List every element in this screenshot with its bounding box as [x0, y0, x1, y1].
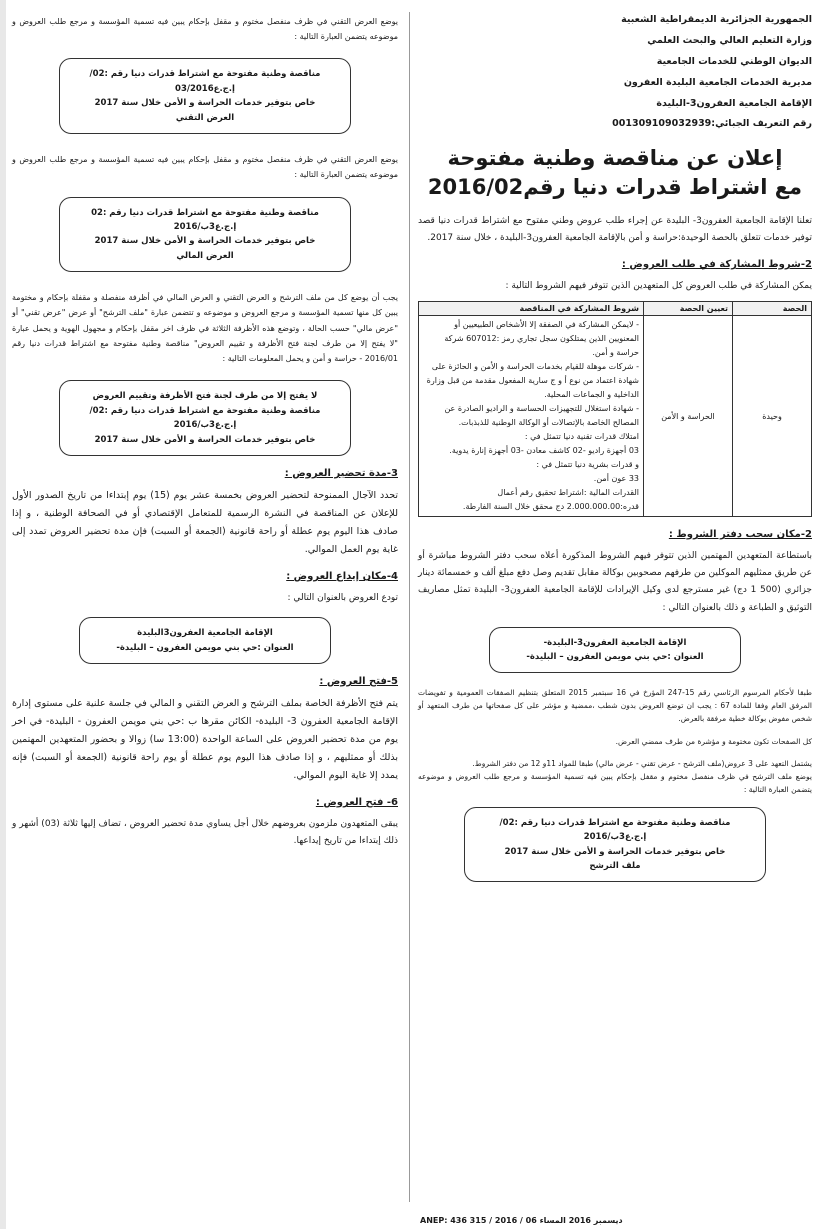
condition-5: 03 أجهزة راديو -02 كاشف معادن -03 أجهزة إنارة يدوية. [449, 446, 639, 456]
deposit-box-line-2: العنوان :حي بني مويمن العفرون – البليدة- [116, 642, 294, 653]
footer-reference: ANEP: 436 315 / 2016 / 06 ديسمبر 2016 المساء [420, 1216, 623, 1225]
section-3-title: 3-مدة تحضير العروض : [284, 467, 398, 479]
condition-8: القدرات المالية :اشتراط تحقيق رقم أعمال قدره:2.000.000.00 دج محقق خلال السنة الفارطة. [462, 488, 639, 512]
section-3-text: تحدد الآجال الممنوحة لتحضير العروض بخمسة عشر يوم (15) يوم إبتداءا من تاريخ الصدور الأول للإعلان عن المناقصة في النشرة الرسمية للمتعامل الإقتصادي أو في الصحافة الوطنية ، و إذا صادف هذا اليوم يوم عطلة أو راحة قانونية (الجمعة أو السبت) فإن مدة تحضير العروض تمدد إلى غاية يوم العمل الموالي. [12, 489, 398, 556]
technical-box-line-1: مناقصة وطنية مفتوحة مع اشتراط قدرات دنيا رقم :02/إ.ج.ع03/2016 [89, 69, 321, 94]
table-header-conditions: شروط المشاركة في المناقصة [419, 302, 644, 316]
evaluation-box [59, 380, 351, 456]
condition-3: - شهادة استغلال للتجهيزات الحساسة و الراديو الصادرة عن المصالح الخاصة بالإتصالات أو الوكالة الوطنية للذبذبات. [444, 404, 639, 428]
title-line-1: إعلان عن مناقصة وطنية مفتوحة [447, 146, 783, 171]
condition-6: و قدرات بشرية دنيا تتمثل في : [536, 460, 639, 470]
conditions-table [418, 301, 812, 517]
section-2b-text: باستطاعة المتعهدين المهتمين الذين تتوفر فيهم الشروط المذكورة أعلاه سحب دفتر الشروط مباشرة أو عن طريق ممثليهم الموكلين من طرفهم مصحوبين بوكالة مقابل تقديم وصل دفع مبلغ ألف و خمسمائة دينار جزائري (500 1 دج) غير مسترجع لدى وكيل الإيرادات للإقامة الجامعية العفرون3- البليدة تمثل مصاريف التوثيق و الطباعة و ذلك بالعنوان التالي : [418, 551, 812, 613]
evaluation-box-line-3: خاص بتوفير خدمات الحراسة و الأمن خلال سنة 2017 [94, 434, 316, 445]
evaluation-box-line-1: لا يفتح إلا من طرف لجنة فتح الأظرفة وتقييم العروض [92, 391, 318, 402]
condition-4: امتلاك قدرات تقنية دنيا تتمثل في : [524, 432, 639, 442]
legal-paragraph-2: كل الصفحات تكون مختومة و مؤشرة من طرف ممضي العرض. [615, 736, 812, 746]
left-column [12, 14, 398, 851]
condition-2: - شركات موهلة للقيام بخدمات الحراسة و الأمن و الحائزة على شهادة اعتماد من نوع أ و ج سارية المفعول مقدمة من قبل وزارة الداخلية و الجماعات المحلية. [426, 362, 639, 400]
table-cell-name: الحراسة و الأمن [644, 316, 733, 517]
page-left-edge [0, 0, 6, 1229]
envelopes-paragraph: يجب أن يوضع كل من ملف الترشح و العرض التقني و العرض المالي في أظرفة منفصلة و مقفلة بإحكام و مختومة يبين كل منها تسمية المؤسسة و مرجع العروض و موضوعه و تتضمن عبارة "ملف الترشح" أو عرض "عرض تقني" أو "عرض مالي" حسب الحالة ، وتوضع هذه الأظرفة الثلاثة في ظرف اخر مقفل بإحكام و مجهول الهوية و يحمل عبارة "لا يفتح إلا من طرف لجنة فتح الأظرفة و تقييم العروض" مناقصة وطنية مفتوحة مع اشتراط قدرات دنيا رقم 2016/01 - حراسة و أمن و يحمل المعلومات التالية : [12, 293, 398, 363]
candidacy-file-box [464, 807, 766, 883]
section-5-text: يتم فتح الأظرفة الخاصة بملف الترشح و العرض التقني و المالي في جلسة علنية على مستوى إدارة الإقامة الجامعية العفرون 3- البليدة- الكائن مقرها ب :حي بني مويمن العفرون - البليدة- في اخر يوم من مدة تحضير العروض على الساعة الواحدة (13:00 سا) زوالا و بحضور المتعهدين المهتمين بذلك أو ممثليهم ، و إذا صادف هذا اليوم يوم عطلة أو يوم راحة قانونية (الجمعة أو السبت) فإنه يمدد إلا غاية اليوم الموالي. [12, 698, 398, 782]
header-line-1: الجمهورية الجزائرية الديمقراطية الشعبية [621, 14, 812, 25]
evaluation-box-line-2: مناقصة وطنية مفتوحة مع اشتراط قدرات دنيا رقم :02/إ.ج.ع3ب/2016 [89, 405, 321, 431]
address-box-1 [489, 627, 741, 674]
section-6-text: يبقى المتعهدون ملزمون بعروضهم خلال أجل يساوي مدة تحضير العروض ، تضاف إليها ثلاثة (03) أشهر و ذلك إبتداءا من تاريخ إيداعها. [12, 819, 398, 847]
header-line-3: الديوان الوطني للخدمات الجامعية [656, 55, 812, 67]
financial-offer-paragraph: يوضع العرض التقني في ظرف منفصل مختوم و مقفل بإحكام يبين فيه تسمية المؤسسة و مرجع طلب العروض و موضوعه يتضمن العبارة التالية : [12, 155, 398, 180]
technical-offer-paragraph: يوضع العرض التقني في ظرف منفصل مختوم و مقفل بإحكام يبين فيه تسمية المؤسسة و مرجع طلب العروض و موضوعه يتضمن العبارة التالية : [12, 17, 398, 42]
legal-notes [418, 687, 812, 796]
tax-id: رقم التعريف الجبائي:001309109032939 [612, 118, 812, 130]
condition-7: 33 عون أمن. [593, 474, 639, 484]
announcement-title [418, 144, 812, 201]
candidacy-box-line-3: ملف الترشح [589, 861, 641, 872]
section-4-text: تودع العروض بالعنوان التالي : [287, 593, 398, 604]
section-5-title: 5-فتح العروض : [319, 676, 398, 688]
table-header-name: تعيين الحصة [644, 302, 733, 316]
deposit-box-line-1: الإقامة الجامعية العفرون3البليدة [137, 628, 273, 639]
section-2-title: 2-شروط المشاركة في طلب العروض : [621, 259, 812, 271]
table-header-lot: الحصة [733, 302, 812, 316]
technical-box-line-3: العرض التقني [175, 112, 235, 123]
address-box-1-line-1: الإقامة الجامعية العفرون3-البليدة- [543, 637, 687, 648]
financial-box-line-1: مناقصة وطنية مفتوحة مع اشتراط قدرات دنيا رقم :02 إ.ج.ع3ب/2016 [91, 207, 319, 232]
intro-paragraph: تعلنا الإقامة الجامعية العفرون3- البليدة عن إجراء طلب عروض وطني مفتوح مع اشتراط قدرات دنيا قصد توفير خدمات تتعلق بالحصة الوحيدة:حراسة و أمن بالإقامة الجامعية العفرون3-البليدة ، خلال سنة 2017. [418, 215, 813, 244]
financial-box-line-2: خاص بتوفير خدمات الحراسة و الأمن خلال سنة 2017 [94, 236, 316, 247]
deposit-address-box [79, 617, 331, 664]
section-2-text: يمكن المشاركة في طلب العروض كل المتعهدين الذين تتوفر فيهم الشروط التالية : [505, 281, 812, 292]
header-line-5: الإقامة الجامعية العفرون3-البليدة [656, 97, 812, 109]
technical-offer-box [59, 58, 351, 134]
section-6-title: 6- فتح العروض : [315, 797, 398, 809]
financial-offer-box [59, 197, 351, 273]
condition-1: - لايمكن المشاركة في الصفقة إلا الأشخاص الطبيعيين أو المعنويين الذين يمتلكون سجل تجاري رمز :607012 شركة حراسة و أمن. [444, 320, 639, 358]
title-line-2: مع اشتراط قدرات دنيا رقم2016/02 [427, 174, 803, 199]
legal-paragraph-3: يشتمل التعهد على 3 عروض(ملف الترشح - عرض تقني - عرض مالي) طبقا للمواد 11و 12 من دفتر الشروط. [472, 759, 812, 769]
address-box-1-line-2: العنوان :حي بني مويمن العفرون – البليدة- [526, 652, 704, 663]
table-cell-conditions [419, 316, 644, 517]
section-4-title: 4-مكان إيداع العروض : [286, 571, 398, 583]
financial-box-line-3: العرض المالي [176, 250, 234, 261]
technical-box-line-2: خاص بتوفير خدمات الحراسة و الأمن خلال سنة 2017 [94, 98, 316, 109]
header-line-2: وزارة التعليم العالي والبحث العلمي [647, 34, 812, 46]
legal-paragraph-1: طبقا لأحكام المرسوم الرئاسي رقم 15-247 المؤرخ في 16 سبتمبر 2015 المتعلق بتنظيم الصفقات العمومية و تفويضات المرفق العام وفقا للمادة 67 : يجب ان توضع العروض بدون شطب ،ممضية و مؤشر على كل صفحاتها من طرف المتعهد أو شخص مفوض بوكالة خطية مرفقة بالعرض. [418, 688, 812, 723]
section-2b-title: 2-مكان سحب دفتر الشروط : [668, 529, 812, 541]
table-cell-lot: وحيدة [733, 316, 812, 517]
right-column [418, 14, 812, 892]
legal-paragraph-4: يوضع ملف الترشح في ظرف منفصل مختوم و مقفل بإحكام يبين فيه تسمية المؤسسة و مرجع طلب العروض و موضوعه يتضمن العبارة التالية : [418, 772, 812, 794]
candidacy-box-line-1: مناقصة وطنية مفتوحة مع اشتراط قدرات دنيا رقم :02/إ.ج.ع3ب/2016 [499, 817, 731, 843]
header-line-4: مديرية الخدمات الجامعية البليدة العفرون [623, 76, 812, 88]
column-divider [409, 12, 410, 1202]
candidacy-box-line-2: خاص بتوفير خدمات الحراسة و الأمن خلال سنة 2017 [504, 846, 726, 857]
